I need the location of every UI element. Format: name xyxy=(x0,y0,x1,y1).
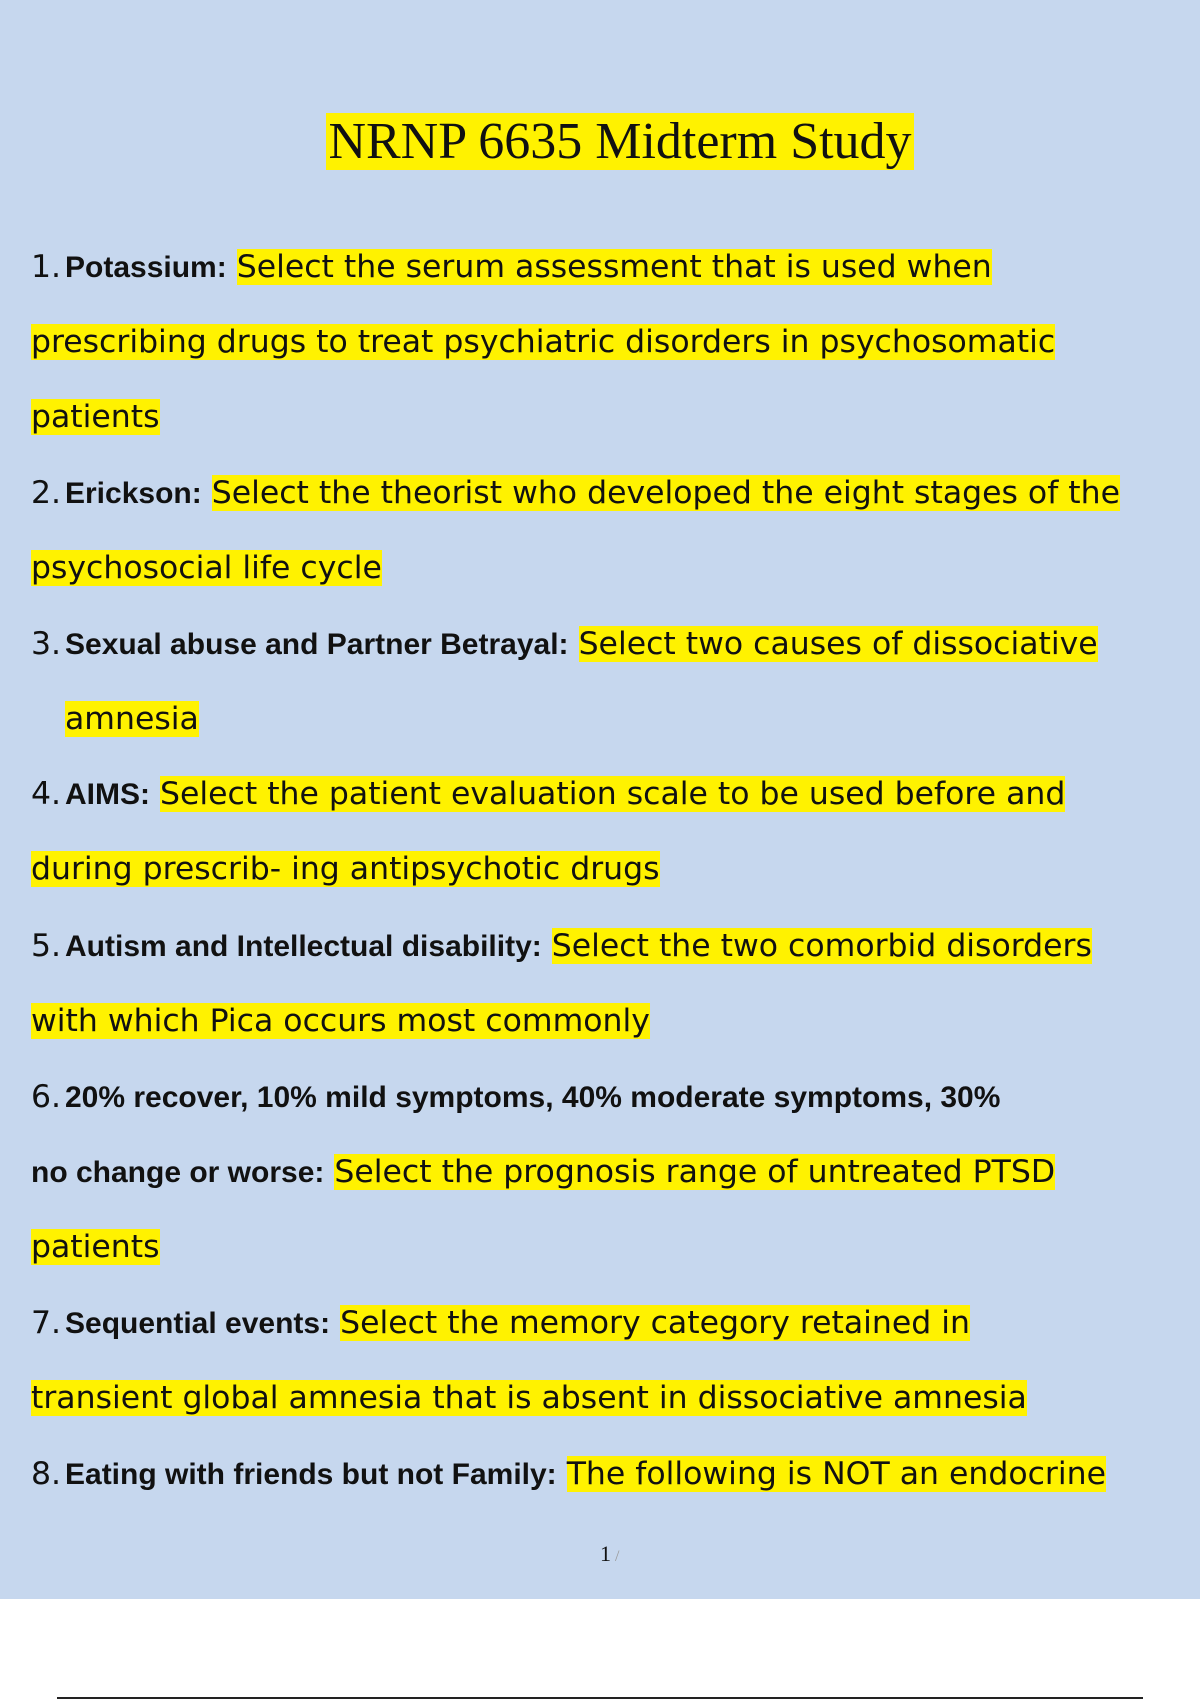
study-item-1 xyxy=(31,230,1181,455)
item-2-question-part-1: Select the theorist who developed the eight stages of the xyxy=(211,475,1120,511)
item-6-term-part-2: no change or worse: xyxy=(31,1156,325,1189)
item-1-line-3 xyxy=(31,380,1181,455)
item-5-term: Autism and Intellectual disability: xyxy=(65,930,542,963)
item-6-term-part-1: 20% recover, 10% mild symptoms, 40% moderate symptoms, 30% xyxy=(65,1081,1001,1114)
item-2-number: 2. xyxy=(31,475,62,511)
study-item-6 xyxy=(31,1060,1181,1285)
item-7-line-1 xyxy=(31,1286,1181,1361)
item-2-question-part-2: psychosocial life cycle xyxy=(31,550,382,586)
item-3-line-1 xyxy=(31,607,1181,682)
item-4-line-1 xyxy=(31,757,1181,832)
item-2-term: Erickson: xyxy=(65,477,202,510)
item-5-line-1 xyxy=(31,909,1181,984)
item-4-line-2 xyxy=(31,832,1181,907)
item-1-question-part-1: Select the serum assessment that is used when xyxy=(236,249,992,285)
study-item-8 xyxy=(31,1437,1181,1512)
item-8-number: 8. xyxy=(31,1456,62,1492)
item-7-term: Sequential events: xyxy=(65,1307,331,1340)
item-6-line-1 xyxy=(31,1060,1181,1135)
item-6-number: 6. xyxy=(31,1079,62,1115)
study-item-4 xyxy=(31,757,1181,907)
item-6-line-3 xyxy=(31,1210,1181,1285)
item-3-question-part-1: Select two causes of dissociative xyxy=(578,626,1098,662)
item-5-line-2 xyxy=(31,984,1181,1059)
study-item-7 xyxy=(31,1286,1181,1436)
item-1-question-part-3: patients xyxy=(31,399,160,435)
item-5-question-part-1: Select the two comorbid disorders xyxy=(551,928,1092,964)
item-3-line-2 xyxy=(31,682,1181,757)
item-4-term: AIMS: xyxy=(65,778,150,811)
item-7-question-part-1: Select the memory category retained in xyxy=(340,1305,970,1341)
item-8-term: Eating with friends but not Family: xyxy=(65,1458,557,1491)
study-item-3 xyxy=(31,607,1181,757)
document-title-text: NRNP 6635 Midterm Study xyxy=(328,113,912,170)
item-2-line-2 xyxy=(31,531,1181,606)
item-1-line-1 xyxy=(31,230,1181,305)
item-8-question-part-1: The following is NOT an endocrine xyxy=(566,1456,1106,1492)
item-5-number: 5. xyxy=(31,928,62,964)
item-1-term: Potassium: xyxy=(65,251,227,284)
item-7-question-part-2: transient global amnesia that is absent in dissociative amnesia xyxy=(31,1380,1027,1416)
item-6-line-2 xyxy=(31,1135,1181,1210)
document-title xyxy=(0,108,1200,176)
item-4-question-part-2: during prescrib- ing antipsychotic drugs xyxy=(31,851,660,887)
study-item-5 xyxy=(31,909,1181,1059)
study-item-2 xyxy=(31,456,1181,606)
page-number-value: 1 xyxy=(600,1541,611,1566)
item-8-line-1 xyxy=(31,1437,1181,1512)
item-1-number: 1. xyxy=(31,249,62,285)
page-number xyxy=(600,1540,619,1571)
item-3-term: Sexual abuse and Partner Betrayal: xyxy=(65,628,569,661)
footer-divider xyxy=(57,1697,1143,1699)
item-4-number: 4. xyxy=(31,776,62,812)
page-number-suffix: / xyxy=(615,1548,620,1565)
item-6-question-part-2: patients xyxy=(31,1229,160,1265)
item-2-line-1 xyxy=(31,456,1181,531)
item-4-question-part-1: Select the patient evaluation scale to be used before and xyxy=(160,776,1066,812)
item-6-question-part-1: Select the prognosis range of untreated PTSD xyxy=(334,1154,1056,1190)
item-7-number: 7. xyxy=(31,1305,62,1341)
item-3-question-part-2: amnesia xyxy=(65,701,199,737)
item-5-question-part-2: with which Pica occurs most commonly xyxy=(31,1003,650,1039)
item-1-question-part-2: prescribing drugs to treat psychiatric disorders in psychosomatic xyxy=(31,324,1056,360)
item-7-line-2 xyxy=(31,1361,1181,1436)
item-1-line-2 xyxy=(31,305,1181,380)
item-3-number: 3. xyxy=(31,626,62,662)
